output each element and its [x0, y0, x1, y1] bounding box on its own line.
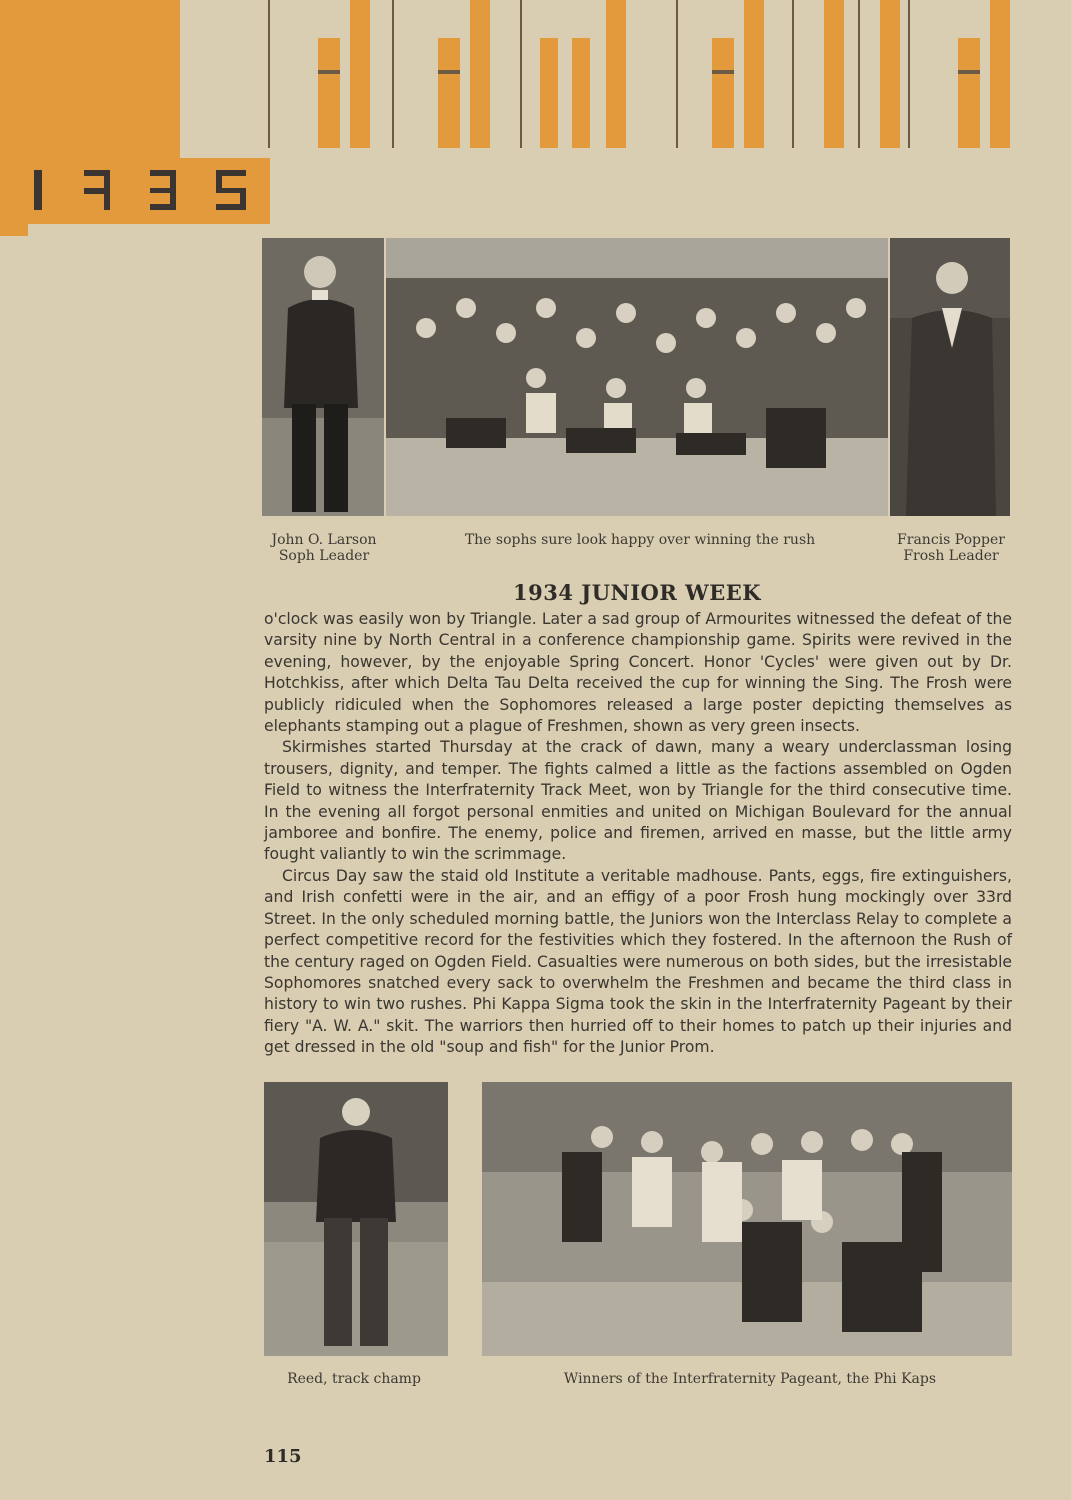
caption-bottom-right: Winners of the Interfraternity Pageant, the Phi Kaps — [563, 1371, 937, 1387]
photo-john-larson — [262, 238, 384, 516]
article-body — [264, 609, 1012, 1059]
caption-center: The sophs sure look happy over winning the rush — [464, 532, 816, 548]
caption-left-name: John O. Larson — [271, 532, 377, 548]
photo-sophs-crowd — [386, 238, 888, 516]
caption-right-name: Francis Popper — [897, 532, 1005, 548]
photo-francis-popper — [890, 238, 1010, 516]
photo-phi-kaps — [482, 1082, 1012, 1356]
photo-reed — [264, 1082, 448, 1356]
caption-left — [262, 532, 386, 564]
caption-right — [880, 532, 1022, 564]
article-paragraph: Skirmishes started Thursday at the crack of dawn, many a weary underclassman losing trousers, dignity, and temper. The fights calmed a little as the factions assembled on Ogden Field to witness the Interfraternity Track Meet, won by Triangle for the third consecutive time. In the evening all forgot personal enmities and united on Michigan Boulevard for the annual jamboree and bonfire. The enemy, police and firemen, arrived en masse, but the little army fought valiantly to win the scrimmage. — [264, 738, 1012, 864]
caption-right-role: Frosh Leader — [903, 548, 999, 564]
article-paragraph: Circus Day saw the staid old Institute a veritable madhouse. Pants, eggs, fire extinguishers, and Irish confetti were in the air, and an effigy of a poor Frosh hung mockingly over 33rd Street. In the only scheduled morning battle, the Juniors won the Interclass Relay to complete a perfect competitive record for the festivities which they fostered. In the afternoon the Rush of the century raged on Ogden Field. Casualties were numerous on both sides, but the irresistable Sophomores snatched every sack to overwhelm the Freshmen and became the third class in history to win two rushes. Phi Kappa Sigma took the skin in the Interfraternity Pageant by their fiery "A. W. A." skit. The warriors then hurried off to their homes to patch up their injuries and get dressed in the old "soup and fish" for the Junior Prom. — [264, 866, 1012, 1057]
caption-left-role: Soph Leader — [278, 548, 370, 564]
page-number: 115 — [264, 1446, 302, 1467]
year-label — [0, 158, 270, 224]
article-title: 1934 JUNIOR WEEK — [513, 580, 761, 605]
caption-bottom-left: Reed, track champ — [287, 1371, 421, 1387]
article-paragraph: o'clock was easily won by Triangle. Later a sad group of Armourites witnessed the defeat of the varsity nine by North Central in a conference championship game. Spirits were revived in the evening, however, by the enjoyable Spring Concert. Honor 'Cycles' were given out by Dr. Hotchkiss, after which Delta Tau Delta received the cup for winning the Sing. The Frosh were publicly ridiculed when the Sophomores released a large poster depicting themselves as elephants stamping out a plague of Freshmen, shown as very green insects. — [264, 610, 1012, 736]
